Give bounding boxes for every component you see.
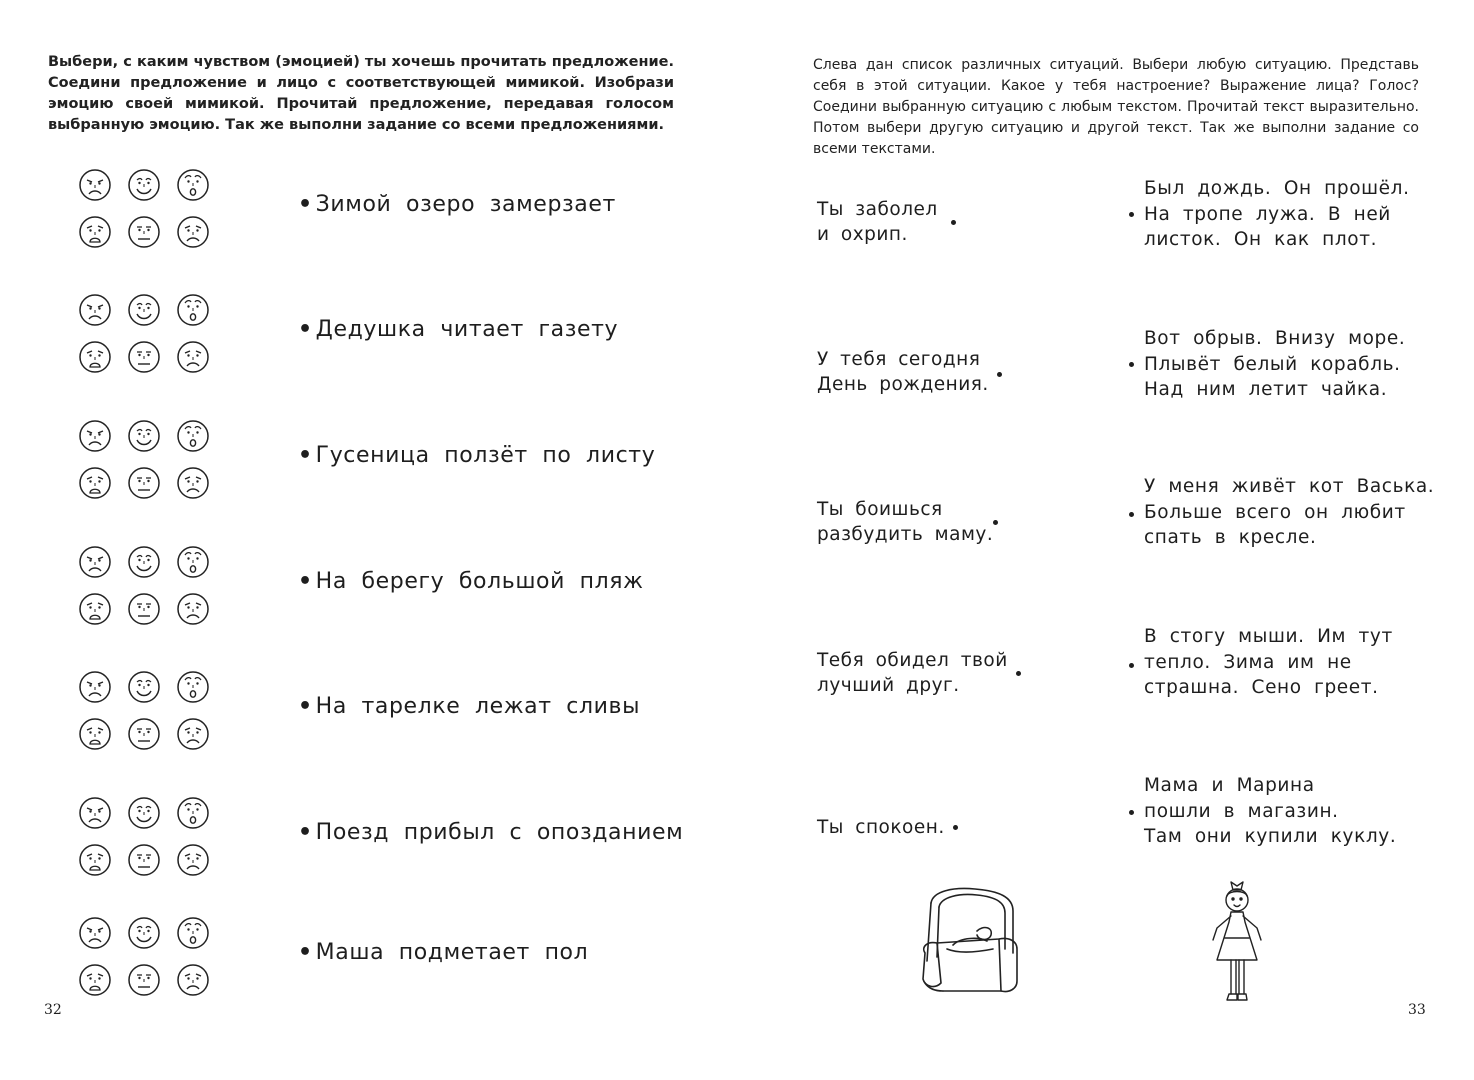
face-grid	[76, 668, 212, 768]
text-line: Был дождь. Он прошёл.	[1144, 178, 1410, 199]
crying-face-icon[interactable]	[78, 963, 112, 997]
situation-4-dot[interactable]	[1016, 671, 1021, 676]
text-5	[1144, 773, 1444, 850]
sentence-row	[76, 794, 716, 894]
angry-face-icon[interactable]	[78, 293, 112, 327]
text-line: Больше всего он любит	[1144, 501, 1406, 523]
neutral-face-icon[interactable]	[127, 592, 161, 626]
sad-face-icon[interactable]	[176, 466, 210, 500]
situation-line: День рождения.	[817, 374, 989, 395]
surprised-face-icon[interactable]	[176, 916, 210, 950]
happy-face-icon[interactable]	[127, 419, 161, 453]
angry-face-icon[interactable]	[78, 670, 112, 704]
doll-drawing	[1205, 878, 1269, 1008]
situation-line: Ты спокоен.	[817, 817, 945, 838]
surprised-face-icon[interactable]	[176, 670, 210, 704]
text-3-dot[interactable]	[1129, 512, 1134, 517]
situation-5	[817, 815, 1027, 840]
crying-face-icon[interactable]	[78, 843, 112, 877]
sentence-text: Поезд прибыл с опозданием	[315, 820, 684, 845]
sentence-text: На тарелке лежат сливы	[315, 694, 641, 719]
sentence-dot[interactable]: •	[298, 694, 313, 719]
sad-face-icon[interactable]	[176, 215, 210, 249]
surprised-face-icon[interactable]	[176, 419, 210, 453]
situation-3-dot[interactable]	[993, 520, 998, 525]
face-grid	[76, 291, 212, 391]
sentence-row	[76, 166, 716, 266]
crying-face-icon[interactable]	[78, 340, 112, 374]
situation-2	[817, 347, 1027, 397]
crying-face-icon[interactable]	[78, 592, 112, 626]
text-5-dot[interactable]	[1129, 810, 1134, 815]
happy-face-icon[interactable]	[127, 796, 161, 830]
sentence-dot[interactable]: •	[298, 820, 313, 845]
crying-face-icon[interactable]	[78, 215, 112, 249]
text-2	[1144, 326, 1444, 403]
sentence[interactable]	[298, 569, 644, 594]
angry-face-icon[interactable]	[78, 916, 112, 950]
text-4	[1144, 624, 1444, 701]
sad-face-icon[interactable]	[176, 592, 210, 626]
sentence[interactable]	[298, 317, 618, 342]
sentence-dot[interactable]: •	[298, 443, 313, 468]
surprised-face-icon[interactable]	[176, 796, 210, 830]
sentence[interactable]	[298, 694, 640, 719]
situation-line: Тебя обидел твой	[817, 650, 1008, 671]
situation-line: Ты боишься	[817, 499, 943, 520]
face-grid	[76, 417, 212, 517]
text-line: листок. Он как плот.	[1144, 229, 1378, 250]
sentence[interactable]	[298, 940, 588, 965]
sad-face-icon[interactable]	[176, 340, 210, 374]
face-grid	[76, 166, 212, 266]
right-instruction: Слева дан список различных ситуаций. Выбери любую ситуацию. Представь себя в этой ситуации. Какое у тебя настроение? Выражение лица? Голос? Соедини выбранную ситуацию с любым текстом. Прочитай текст выразительно. Потом выбери другую ситуацию и другой текст. Так же выполни задание со всеми текстами.	[813, 57, 1419, 157]
text-3	[1144, 474, 1444, 551]
situation-line: У тебя сегодня	[817, 349, 981, 370]
situation-2-dot[interactable]	[997, 372, 1002, 377]
angry-face-icon[interactable]	[78, 419, 112, 453]
sentence-dot[interactable]: •	[298, 317, 313, 342]
angry-face-icon[interactable]	[78, 545, 112, 579]
sentence-row	[76, 543, 716, 643]
sentence-text: Гусеница ползёт по листу	[315, 443, 656, 468]
surprised-face-icon[interactable]	[176, 293, 210, 327]
sentence[interactable]	[298, 443, 655, 468]
page-number-right: 33	[1408, 1002, 1426, 1018]
sad-face-icon[interactable]	[176, 963, 210, 997]
text-1-dot[interactable]	[1129, 212, 1134, 217]
happy-face-icon[interactable]	[127, 168, 161, 202]
face-grid	[76, 794, 212, 894]
situation-5-dot[interactable]	[953, 825, 958, 830]
sentence-dot[interactable]: •	[298, 192, 313, 217]
sentence-dot[interactable]: •	[298, 569, 313, 594]
left-instruction: Выбери, с каким чувством (эмоцией) ты хочешь прочитать предложение. Соедини предложение и лицо с соответствующей мимикой. Изобрази эмоцию своей мимикой. Прочитай предложение, передавая голосом выбранную эмоцию. Так же выполни задание со всеми предложениями.	[48, 54, 674, 133]
crying-face-icon[interactable]	[78, 717, 112, 751]
armchair-drawing	[913, 883, 1033, 1003]
sentence-row	[76, 668, 716, 768]
situation-line: Ты заболел	[817, 199, 938, 220]
text-line: Плывёт белый корабль.	[1144, 353, 1401, 375]
text-line: тепло. Зима им не	[1144, 651, 1352, 673]
situation-line: и охрип.	[817, 224, 908, 245]
sentence-text: На берегу большой пляж	[315, 569, 644, 594]
sad-face-icon[interactable]	[176, 843, 210, 877]
neutral-face-icon[interactable]	[127, 963, 161, 997]
situation-4	[817, 648, 1027, 698]
text-4-dot[interactable]	[1129, 663, 1134, 668]
crying-face-icon[interactable]	[78, 466, 112, 500]
happy-face-icon[interactable]	[127, 293, 161, 327]
sentence-text: Маша подметает пол	[315, 940, 589, 965]
happy-face-icon[interactable]	[127, 916, 161, 950]
text-line: Мама и Марина	[1144, 775, 1315, 796]
surprised-face-icon[interactable]	[176, 545, 210, 579]
text-2-dot[interactable]	[1129, 362, 1134, 367]
text-1	[1144, 176, 1444, 253]
face-grid	[76, 914, 212, 1014]
situation-line: разбудить маму.	[817, 524, 994, 545]
text-line: спать в кресле.	[1144, 527, 1317, 548]
text-line: На тропе лужа. В ней	[1144, 203, 1391, 225]
text-line: Над ним летит чайка.	[1144, 379, 1388, 400]
situation-1	[817, 197, 1027, 247]
happy-face-icon[interactable]	[127, 545, 161, 579]
text-line: пошли в магазин.	[1144, 800, 1339, 822]
face-grid	[76, 543, 212, 643]
neutral-face-icon[interactable]	[127, 466, 161, 500]
sentence-row	[76, 417, 716, 517]
text-line: Вот обрыв. Внизу море.	[1144, 328, 1406, 349]
neutral-face-icon[interactable]	[127, 340, 161, 374]
angry-face-icon[interactable]	[78, 168, 112, 202]
neutral-face-icon[interactable]	[127, 843, 161, 877]
text-line: В стогу мыши. Им тут	[1144, 626, 1393, 647]
situation-1-dot[interactable]	[951, 220, 956, 225]
surprised-face-icon[interactable]	[176, 168, 210, 202]
sentence-text: Зимой озеро замерзает	[315, 192, 616, 217]
sentence-row	[76, 914, 716, 1014]
text-line: У меня живёт кот Васька.	[1144, 476, 1435, 497]
text-line: страшна. Сено греет.	[1144, 677, 1379, 698]
sentence[interactable]	[298, 192, 616, 217]
neutral-face-icon[interactable]	[127, 717, 161, 751]
page-number-left: 32	[44, 1002, 62, 1018]
sentence[interactable]	[298, 820, 683, 845]
neutral-face-icon[interactable]	[127, 215, 161, 249]
right-page	[737, 0, 1474, 1080]
angry-face-icon[interactable]	[78, 796, 112, 830]
happy-face-icon[interactable]	[127, 670, 161, 704]
text-line: Там они купили куклу.	[1144, 826, 1397, 847]
sentence-dot[interactable]: •	[298, 940, 313, 965]
situation-line: лучший друг.	[817, 675, 960, 696]
sentence-row	[76, 291, 716, 391]
sentence-text: Дедушка читает газету	[315, 317, 619, 342]
sad-face-icon[interactable]	[176, 717, 210, 751]
